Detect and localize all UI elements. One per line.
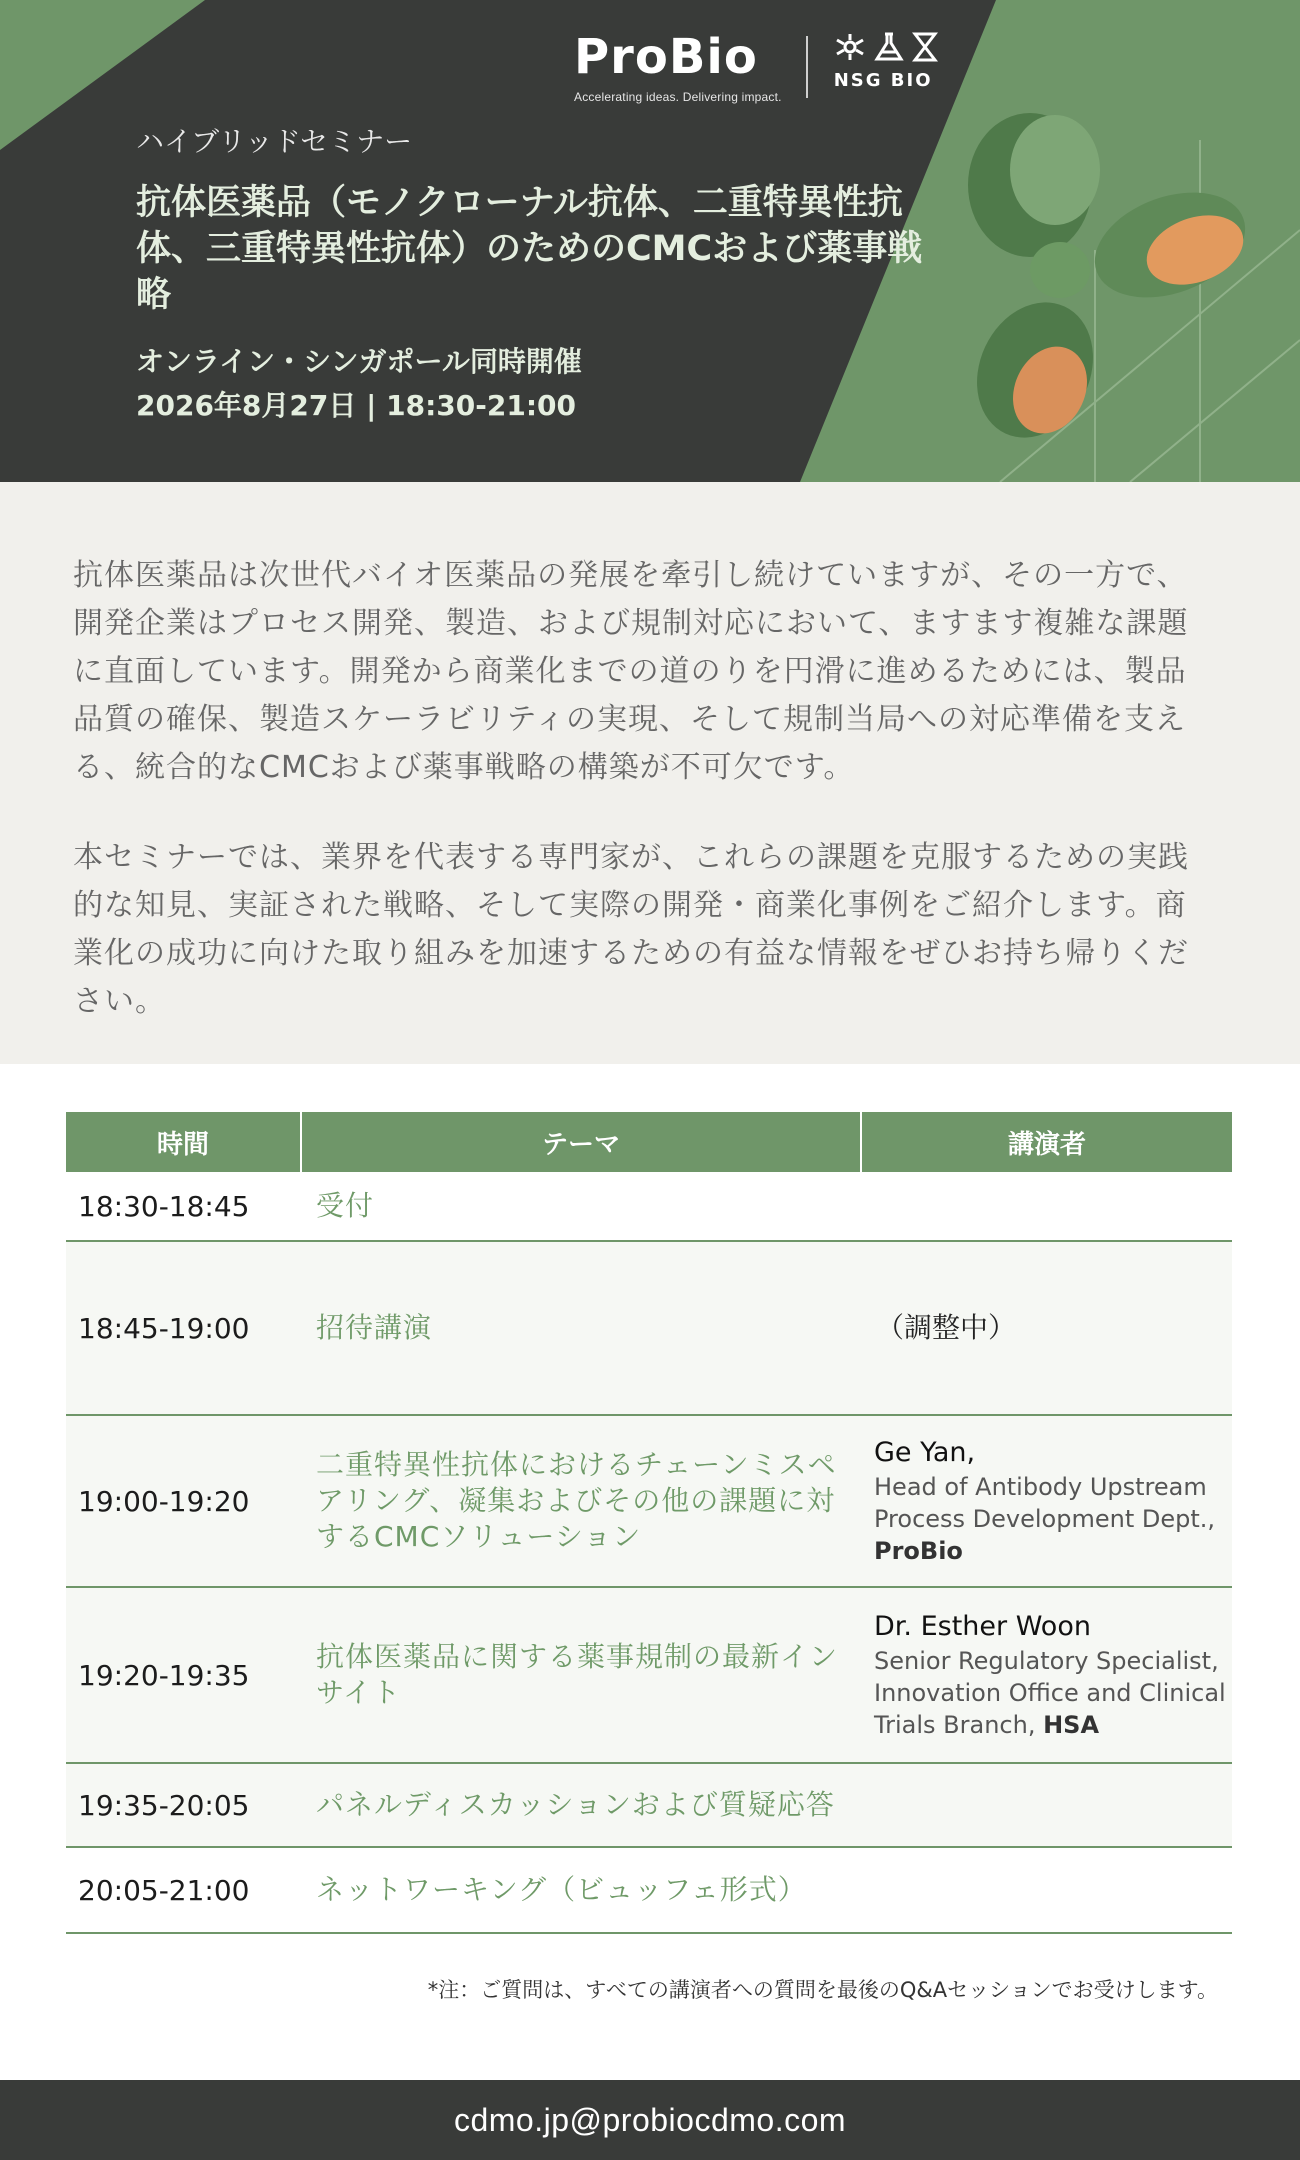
intro-section (0, 482, 1300, 1064)
probio-wordmark: ProBio (574, 29, 758, 85)
speaker-org: ProBio (874, 1537, 963, 1565)
table-row (66, 1588, 1232, 1764)
nsg-bio-wordmark: NSG BIO (833, 70, 933, 91)
qa-note: *注：ご質問は、すべての講演者への質問を最後のQ&Aセッションでお受けします。 (427, 1978, 1218, 2002)
contact-email[interactable]: cdmo.jp@probiocdmo.com (453, 2101, 847, 2138)
table-row (66, 1848, 1232, 1934)
header-time: 時間 (66, 1112, 302, 1172)
speaker-name: Ge Yan, (874, 1437, 976, 1468)
row-theme: ネットワーキング（ビュッフェ形式） (316, 1873, 807, 1906)
table-row (66, 1764, 1232, 1848)
flask-icon (874, 32, 904, 62)
row-time: 18:45-19:00 (78, 1311, 250, 1345)
row-time: 19:35-20:05 (78, 1788, 250, 1822)
speaker-role: Senior Regulatory Specialist, Innovation Office and Clinical Trials Branch, HSA (874, 1647, 1226, 1739)
nsg-bio-icons (834, 32, 938, 62)
table-header (66, 1112, 1232, 1172)
brand-divider (806, 36, 808, 98)
event-type-label: ハイブリッドセミナー (136, 125, 413, 158)
row-speaker (862, 1848, 1232, 1932)
intro-paragraph-1: 抗体医薬品は次世代バイオ医薬品の発展を牽引し続けていますが、その一方で、開発企業はプロセス開発、製造、および規制対応において、ますます複雑な課題に直面しています。開発から商業化までの道のりを円滑に進めるためには、製品品質の確保、製造スケーラビリティの実現、そして規制当局への対応準備を支える、統合的なCMCおよび薬事戦略の構築が不可欠です。 (73, 558, 1189, 785)
nsg-bio-logo (834, 32, 938, 91)
row-theme: 二重特異性抗体におけるチェーンミスペアリング、凝集およびその他の課題に対するCMCソリューション (316, 1448, 837, 1553)
row-speaker (862, 1764, 1232, 1846)
brand-logos (574, 30, 938, 104)
table-row (66, 1172, 1232, 1242)
row-theme: パネルディスカッションおよび質疑応答 (316, 1788, 835, 1821)
molecule-icon (834, 32, 866, 62)
table-row (66, 1416, 1232, 1588)
row-time: 18:30-18:45 (78, 1189, 250, 1223)
footer (0, 2080, 1300, 2160)
row-time: 20:05-21:00 (78, 1873, 250, 1907)
header-banner (0, 0, 1300, 482)
speaker-role: Head of Antibody Upstream Process Development Dept., ProBio (874, 1473, 1216, 1565)
row-theme: 抗体医薬品に関する薬事規制の最新インサイト (316, 1640, 839, 1709)
probio-tagline: Accelerating ideas. Delivering impact. (574, 90, 782, 104)
row-theme: 受付 (316, 1189, 375, 1222)
speaker-name: Dr. Esther Woon (874, 1611, 1091, 1642)
row-speaker (862, 1172, 1232, 1240)
row-speaker: （調整中） (876, 1311, 1017, 1344)
speaker-org: HSA (1043, 1711, 1100, 1739)
event-date: 2026年8月27日 | 18:30-21:00 (136, 389, 576, 422)
intro-paragraph-2: 本セミナーでは、業界を代表する専門家が、これらの課題を克服するための実践的な知見、実証された戦略、そして実際の開発・商業化事例をご紹介します。商業化の成功に向けた取り組みを加速するための有益な情報をぜひお持ち帰りください。 (73, 840, 1189, 1019)
header-speaker: 講演者 (1007, 1129, 1086, 1160)
row-speaker (862, 1416, 1232, 1586)
row-time: 19:20-19:35 (78, 1658, 250, 1692)
table-row (66, 1242, 1232, 1416)
probio-logo (574, 30, 782, 104)
hourglass-icon (912, 32, 938, 62)
row-speaker (862, 1588, 1232, 1762)
event-title: 抗体医薬品（モノクローナル抗体、二重特異性抗体、三重特異性抗体）のためのCMCおよび薬事戦略 (136, 183, 923, 315)
header-theme: テーマ (302, 1112, 862, 1172)
row-time: 19:00-19:20 (78, 1484, 250, 1518)
event-venue: オンライン・シンガポール同時開催 (136, 345, 582, 378)
row-theme: 招待講演 (316, 1311, 433, 1344)
schedule-table (66, 1112, 1232, 1934)
